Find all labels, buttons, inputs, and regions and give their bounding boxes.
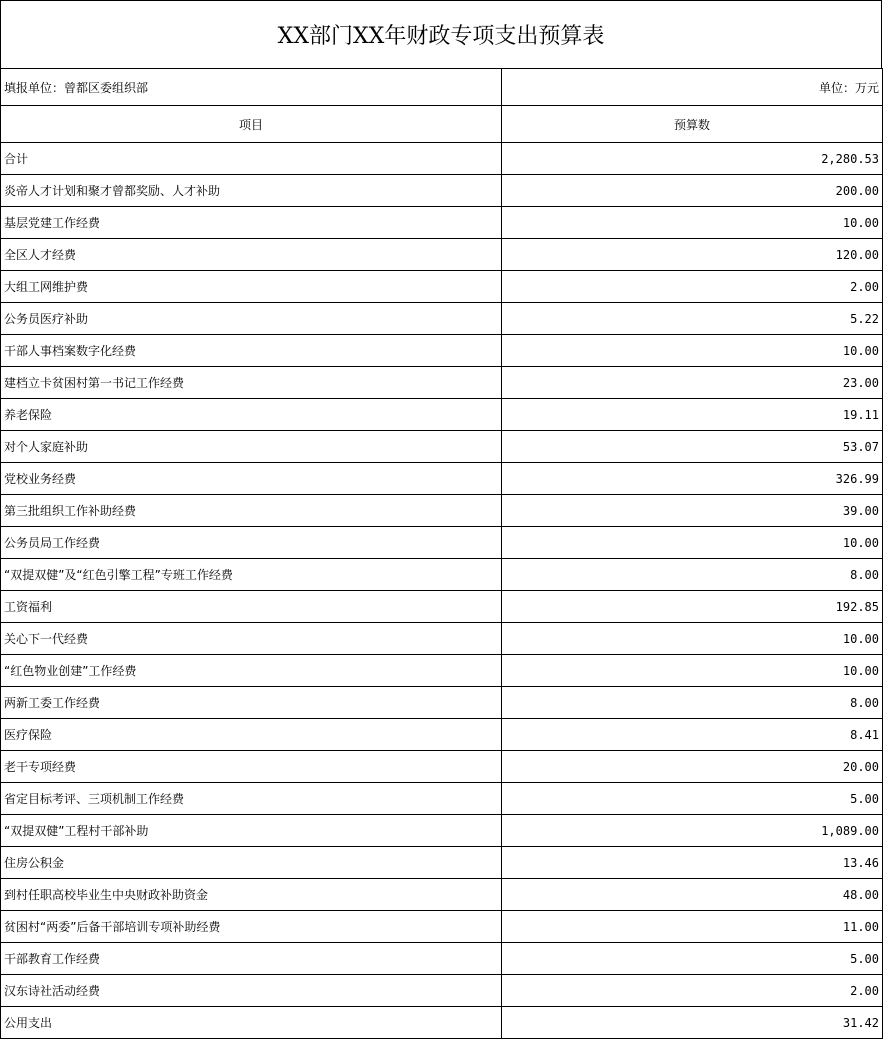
table-row [1, 399, 883, 431]
table-row [1, 911, 883, 943]
table-row [1, 943, 883, 975]
row-item-name: 公用支出 [1, 1007, 502, 1039]
row-budget-value: 10.00 [502, 527, 883, 559]
table-row [1, 623, 883, 655]
column-header-budget: 预算数 [502, 106, 883, 143]
table-row [1, 751, 883, 783]
sheet-title: XX部门XX年财政专项支出预算表 [0, 0, 882, 69]
row-budget-value: 10.00 [502, 207, 883, 239]
table-row [1, 239, 883, 271]
currency-unit: 单位：万元 [502, 69, 883, 106]
table-row [1, 879, 883, 911]
row-item-name: 老干专项经费 [1, 751, 502, 783]
row-budget-value: 39.00 [502, 495, 883, 527]
reporting-unit: 填报单位：曾都区委组织部 [1, 69, 502, 106]
row-item-name: 干部人事档案数字化经费 [1, 335, 502, 367]
row-budget-value: 10.00 [502, 335, 883, 367]
row-budget-value: 8.00 [502, 559, 883, 591]
row-item-name: 养老保险 [1, 399, 502, 431]
row-budget-value: 11.00 [502, 911, 883, 943]
row-item-name: 到村任职高校毕业生中央财政补助资金 [1, 879, 502, 911]
table-row [1, 783, 883, 815]
row-item-name: 合计 [1, 143, 502, 175]
table-row [1, 463, 883, 495]
row-item-name: 关心下一代经费 [1, 623, 502, 655]
header-row [1, 106, 883, 143]
row-budget-value: 31.42 [502, 1007, 883, 1039]
row-item-name: 公务员局工作经费 [1, 527, 502, 559]
table-row [1, 175, 883, 207]
row-item-name: 贫困村“两委”后备干部培训专项补助经费 [1, 911, 502, 943]
row-item-name: 医疗保险 [1, 719, 502, 751]
row-budget-value: 8.41 [502, 719, 883, 751]
row-budget-value: 192.85 [502, 591, 883, 623]
row-item-name: 公务员医疗补助 [1, 303, 502, 335]
row-budget-value: 5.00 [502, 783, 883, 815]
table-row [1, 143, 883, 175]
column-header-item: 项目 [1, 106, 502, 143]
row-budget-value: 5.00 [502, 943, 883, 975]
table-row [1, 975, 883, 1007]
row-budget-value: 10.00 [502, 655, 883, 687]
row-item-name: 住房公积金 [1, 847, 502, 879]
row-item-name: 党校业务经费 [1, 463, 502, 495]
table-row [1, 271, 883, 303]
row-budget-value: 2.00 [502, 271, 883, 303]
row-budget-value: 20.00 [502, 751, 883, 783]
budget-table [0, 68, 883, 1039]
row-budget-value: 1,089.00 [502, 815, 883, 847]
row-item-name: 基层党建工作经费 [1, 207, 502, 239]
row-item-name: “双提双健”及“红色引擎工程”专班工作经费 [1, 559, 502, 591]
row-budget-value: 200.00 [502, 175, 883, 207]
table-row [1, 527, 883, 559]
row-item-name: 省定目标考评、三项机制工作经费 [1, 783, 502, 815]
table-row [1, 559, 883, 591]
row-item-name: 两新工委工作经费 [1, 687, 502, 719]
table-row [1, 431, 883, 463]
row-item-name: 大组工网维护费 [1, 271, 502, 303]
row-item-name: 干部教育工作经费 [1, 943, 502, 975]
table-row [1, 655, 883, 687]
row-budget-value: 19.11 [502, 399, 883, 431]
row-budget-value: 2.00 [502, 975, 883, 1007]
row-budget-value: 13.46 [502, 847, 883, 879]
table-row [1, 687, 883, 719]
table-row [1, 335, 883, 367]
table-row [1, 303, 883, 335]
row-item-name: 对个人家庭补助 [1, 431, 502, 463]
row-item-name: 汉东诗社活动经费 [1, 975, 502, 1007]
row-item-name: 建档立卡贫困村第一书记工作经费 [1, 367, 502, 399]
table-row [1, 1007, 883, 1039]
row-budget-value: 23.00 [502, 367, 883, 399]
row-item-name: 全区人才经费 [1, 239, 502, 271]
row-item-name: 炎帝人才计划和聚才曾都奖励、人才补助 [1, 175, 502, 207]
table-row [1, 719, 883, 751]
table-row [1, 207, 883, 239]
row-item-name: “双提双健”工程村干部补助 [1, 815, 502, 847]
table-row [1, 815, 883, 847]
row-budget-value: 48.00 [502, 879, 883, 911]
row-item-name: 工资福利 [1, 591, 502, 623]
row-item-name: 第三批组织工作补助经费 [1, 495, 502, 527]
row-budget-value: 10.00 [502, 623, 883, 655]
row-item-name: “红色物业创建”工作经费 [1, 655, 502, 687]
row-budget-value: 8.00 [502, 687, 883, 719]
table-row [1, 847, 883, 879]
row-budget-value: 5.22 [502, 303, 883, 335]
table-row [1, 591, 883, 623]
row-budget-value: 326.99 [502, 463, 883, 495]
table-row [1, 367, 883, 399]
row-budget-value: 120.00 [502, 239, 883, 271]
table-row [1, 495, 883, 527]
meta-row [1, 69, 883, 106]
row-budget-value: 53.07 [502, 431, 883, 463]
row-budget-value: 2,280.53 [502, 143, 883, 175]
